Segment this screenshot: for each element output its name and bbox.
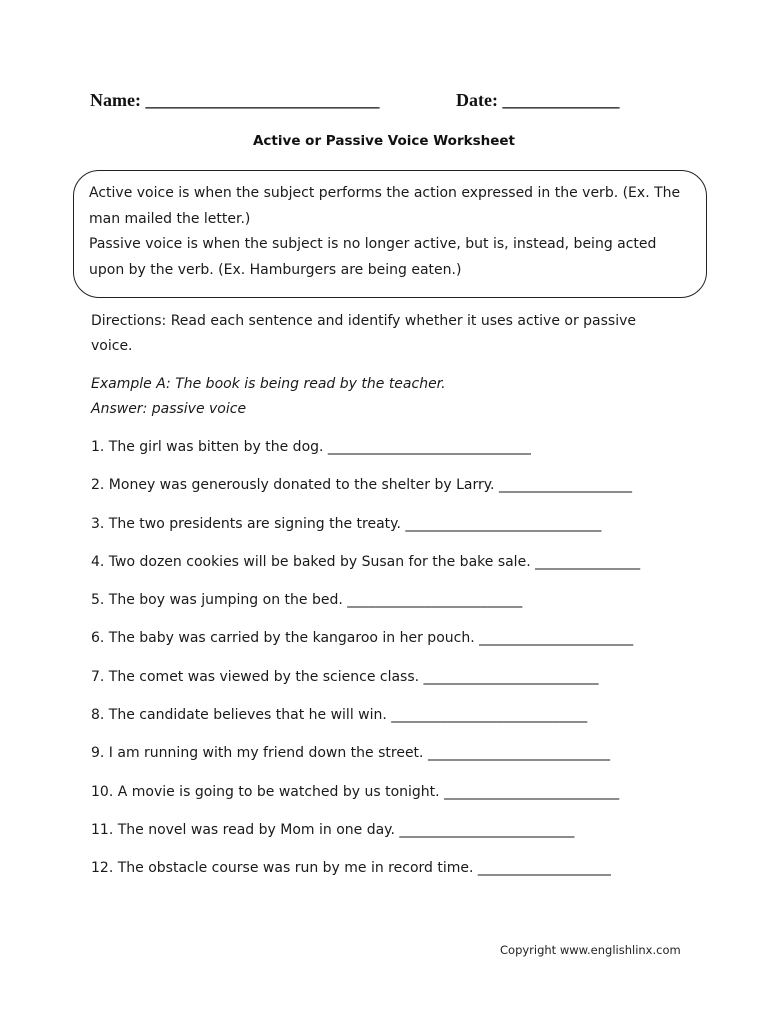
- question-item: 2. Money was generously donated to the shelter by Larry. ___________________: [91, 477, 632, 494]
- question-item: 1. The girl was bitten by the dog. _____________________________: [91, 439, 531, 455]
- directions: Directions: Read each sentence and identify whether it uses active or passive voice.: [91, 313, 637, 354]
- date-field-label: Date: _____________: [456, 90, 620, 110]
- question-item: 12. The obstacle course was run by me in record time. ___________________: [91, 860, 611, 877]
- copyright-footer: Copyright www.englishlinx.com: [500, 943, 681, 957]
- name-field-label: Name: __________________________: [90, 90, 380, 110]
- question-item: 3. The two presidents are signing the treaty. ____________________________: [91, 515, 602, 532]
- question-item: 5. The boy was jumping on the bed. _________________________: [91, 592, 523, 609]
- question-item: 7. The comet was viewed by the science class. _________________________: [91, 668, 599, 685]
- example-sentence: Example A: The book is being read by the teacher.: [91, 376, 446, 392]
- active-voice-definition: Active voice is when the subject performs the action expressed in the verb. (Ex. The man mailed the letter.): [89, 185, 681, 227]
- question-item: 6. The baby was carried by the kangaroo in her pouch. ______________________: [91, 630, 634, 647]
- question-item: 8. The candidate believes that he will win. ____________________________: [91, 707, 588, 724]
- question-item: 10. A movie is going to be watched by us tonight. _________________________: [91, 783, 620, 800]
- question-item: 11. The novel was read by Mom in one day. _________________________: [91, 821, 575, 838]
- passive-voice-definition: Passive voice is when the subject is no longer active, but is, instead, being acted upon by the verb. (Ex. Hamburgers are being eaten.): [89, 236, 657, 278]
- header-row: [90, 90, 650, 118]
- worksheet-title: Active or Passive Voice Worksheet: [252, 133, 516, 149]
- example-block: [91, 372, 671, 422]
- definition-text: [89, 181, 689, 283]
- definition-box: [73, 170, 707, 298]
- question-item: 4. Two dozen cookies will be baked by Susan for the bake sale. _______________: [91, 553, 641, 570]
- question-list: [91, 437, 711, 897]
- question-item: 9. I am running with my friend down the street. __________________________: [91, 745, 610, 762]
- example-answer: Answer: passive voice: [91, 401, 247, 417]
